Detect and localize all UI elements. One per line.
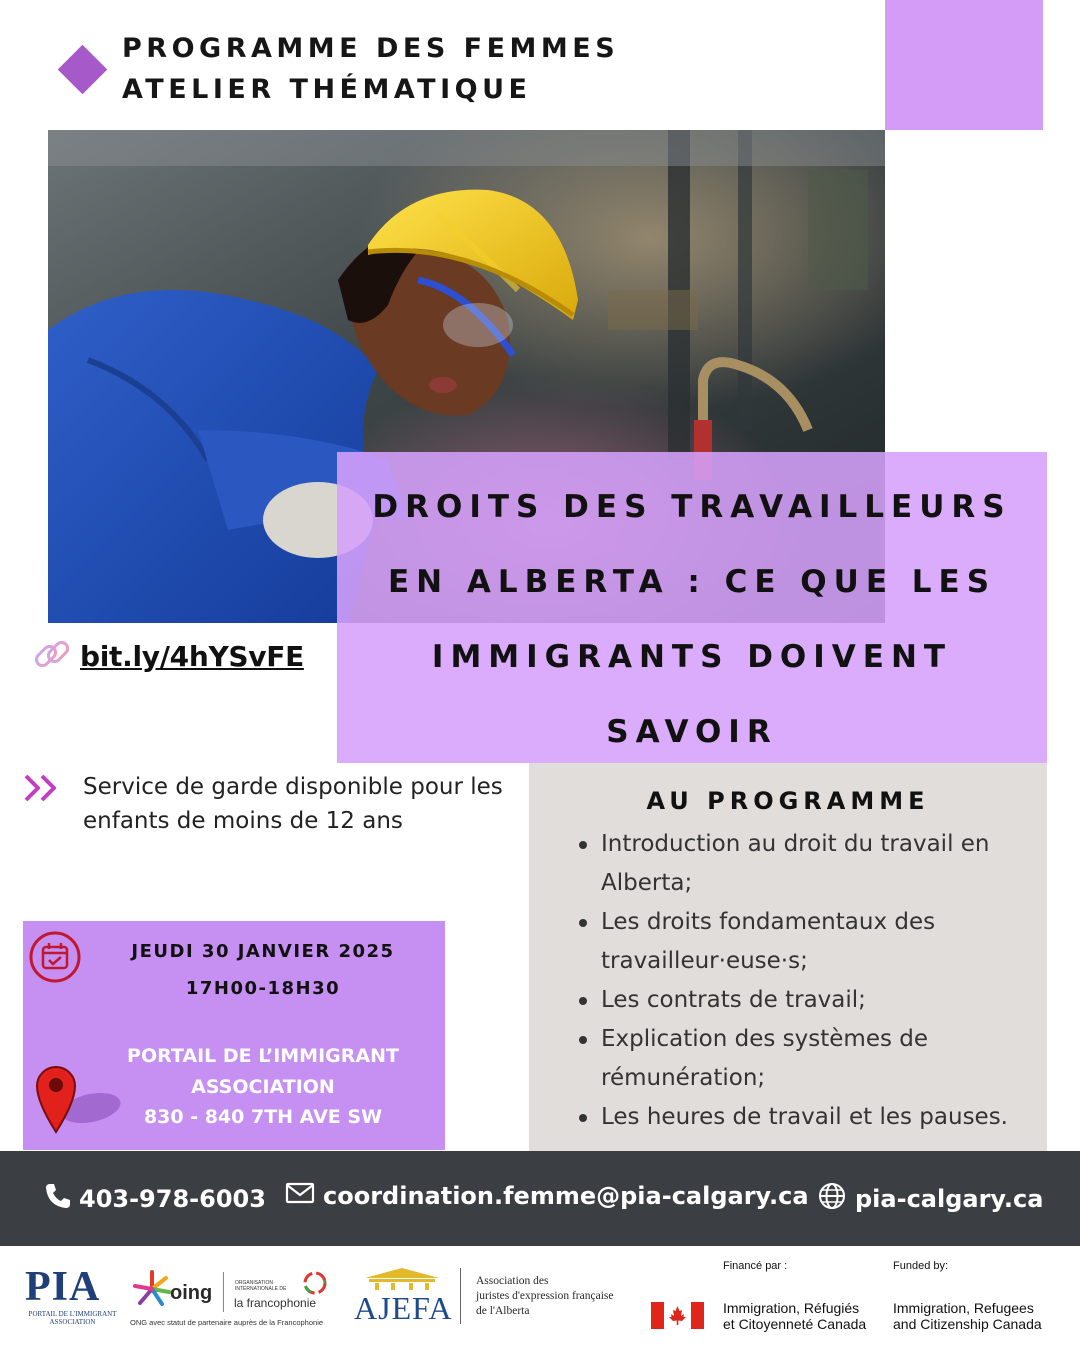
francophonie-ring-icon [302, 1270, 328, 1296]
title-line-4: SAVOIR [606, 714, 778, 750]
program-list [577, 825, 1037, 1137]
oing-caption: ONG avec statut de partenaire auprès de la Francophonie [130, 1318, 324, 1327]
partner-footer [0, 1246, 1080, 1350]
pia-logo-text: PIA [25, 1264, 101, 1310]
website-contact[interactable] [817, 1181, 1043, 1217]
ajefa-line-2: juristes d'expression française [476, 1290, 614, 1302]
program-title: AU PROGRAMME [646, 787, 930, 815]
event-location [98, 1041, 428, 1133]
canada-flag-icon [651, 1302, 704, 1333]
email-address[interactable]: coordination.femme@pia-calgary.ca [323, 1182, 809, 1210]
header-line-2: ATELIER THÉMATIQUE [122, 74, 532, 105]
phone-contact[interactable] [43, 1181, 266, 1217]
website-url[interactable]: pia-calgary.ca [855, 1185, 1044, 1213]
registration-link[interactable] [32, 634, 304, 678]
ajefa-full-name [476, 1274, 646, 1319]
event-date: JEUDI 30 JANVIER 2025 [131, 941, 395, 962]
pia-logo-sub2: ASSOCIATION [49, 1318, 96, 1326]
event-time: 17H00-18H30 [185, 978, 341, 999]
contact-bar [0, 1151, 1080, 1246]
program-item: Les heures de travail et les pauses. [577, 1098, 1037, 1137]
accent-block [885, 0, 1043, 130]
mail-icon [285, 1181, 315, 1211]
diamond-icon [58, 45, 107, 94]
header-line-1: PROGRAMME DES FEMMES [122, 33, 620, 64]
funded-label-fr: Financé par : [723, 1260, 788, 1272]
oing-burst-icon [132, 1270, 172, 1308]
event-datetime [118, 933, 408, 1007]
ircc-fr-line-2: et Citoyenneté Canada [723, 1316, 867, 1332]
title-line-3: IMMIGRANTS DOIVENT [431, 639, 953, 675]
ircc-en [893, 1300, 1042, 1332]
ajefa-line-3: de l'Alberta [476, 1305, 530, 1317]
program-item: Explication des systèmes de rémunération; [577, 1020, 1037, 1098]
ajefa-logo [352, 1266, 652, 1346]
funded-label-en: Funded by: [893, 1260, 949, 1272]
venue-line-2: ASSOCIATION [191, 1075, 335, 1098]
divider [460, 1268, 461, 1324]
program-item: Les contrats de travail; [577, 981, 1037, 1020]
title-box [337, 452, 1047, 763]
phone-number[interactable]: 403-978-6003 [79, 1185, 266, 1213]
pia-logo-sub1: PORTAIL DE L'IMMIGRANT [28, 1310, 117, 1318]
calendar-icon [29, 931, 81, 987]
main-title [337, 470, 1047, 770]
ajefa-building-icon [357, 1266, 447, 1290]
venue-line-1: PORTAIL DE L’IMMIGRANT [127, 1045, 399, 1067]
header-title [122, 28, 619, 110]
francophonie-small: ORGANISATION INTERNATIONALE DE [235, 1280, 287, 1292]
oing-text: oing [170, 1282, 213, 1304]
phone-icon [43, 1181, 73, 1217]
email-contact[interactable] [285, 1181, 809, 1211]
oing-logo [130, 1270, 335, 1350]
program-panel [529, 763, 1047, 1151]
ircc-fr-line-1: Immigration, Réfugiés [723, 1300, 860, 1316]
double-chevron-icon [22, 772, 66, 808]
program-item: Introduction au droit du travail en Alberta; [577, 825, 1037, 903]
childcare-text: Service de garde disponible pour les enfants de moins de 12 ans [83, 774, 503, 834]
ircc-en-line-2: and Citizenship Canada [893, 1316, 1042, 1332]
event-box [23, 921, 445, 1150]
globe-icon [817, 1181, 847, 1217]
francophonie-text: la francophonie [234, 1296, 317, 1310]
program-item: Les droits fondamentaux des travailleur·euse·s; [577, 903, 1037, 981]
divider [223, 1272, 224, 1312]
title-line-2: EN ALBERTA : CE QUE LES [387, 564, 997, 600]
link-icon [32, 634, 72, 678]
ircc-en-line-1: Immigration, Refugees [893, 1300, 1034, 1316]
ajefa-text: AJEFA [354, 1290, 453, 1326]
pia-logo [25, 1266, 120, 1346]
title-line-1: DROITS DES TRAVAILLEURS [372, 489, 1012, 525]
venue-address: 830 - 840 7TH AVE SW [143, 1106, 383, 1128]
ircc-fr [723, 1300, 866, 1332]
ajefa-line-1: Association des [476, 1275, 549, 1287]
link-text[interactable]: bit.ly/4hYSvFE [80, 639, 304, 673]
